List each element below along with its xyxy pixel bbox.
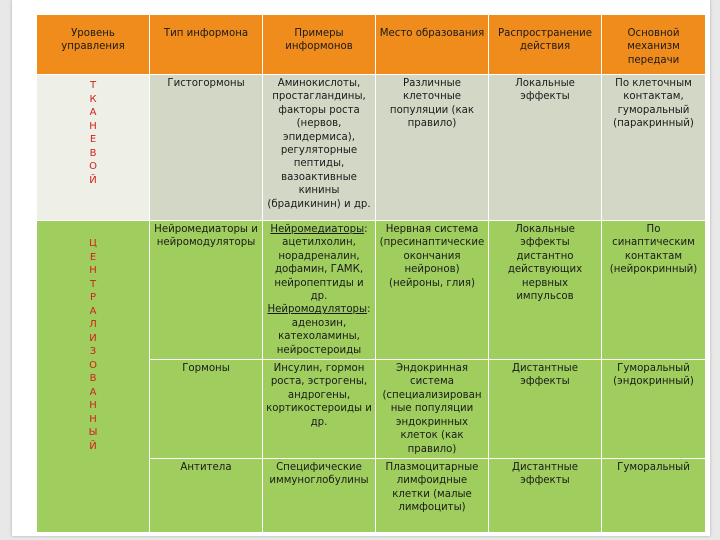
level-tissue-letters: Т К А Н Е В О Й: [89, 80, 97, 186]
row3-type: Гормоны: [150, 360, 263, 459]
table-header-row: [37, 15, 706, 75]
row2-mechanism: По синаптическим контактам (нейрокринный): [602, 221, 706, 360]
row3-origin: Эндокринная система (специализирован ные популяции эндокринных клеток (как правило): [376, 360, 489, 459]
row4-mechanism: Гуморальный: [602, 458, 706, 532]
row3-spread: Дистантные эффекты: [489, 360, 602, 459]
row3-examples: Инсулин, гормон роста, эстрогены, андрогены, кортикостероиды и др.: [263, 360, 376, 459]
row2-examples: [263, 221, 376, 360]
level-central-cell: [37, 221, 150, 533]
row1-examples: Аминокислоты, простагландины, факторы роста (нервов, эпидермиса), регуляторные пептиды, вазоактивные кинины (брадикинин) и др.: [263, 75, 376, 221]
table-row: [37, 221, 706, 360]
row4-origin: Плазмоцитарные лимфоидные клетки (малые лимфоциты): [376, 458, 489, 532]
level-central-letters: Ц Е Н Т Р А Л И З О В А Н Н Ы Й: [88, 238, 98, 452]
row1-type: Гистогормоны: [150, 75, 263, 221]
row4-examples: Специфические иммуноглобулины: [263, 458, 376, 532]
row2-type: Нейромедиаторы и нейромодуляторы: [150, 221, 263, 360]
row2-origin: Нервная система (пресинаптические окончания нейронов) (нейроны, глия): [376, 221, 489, 360]
row4-type: Антитела: [150, 458, 263, 532]
row1-origin: Различные клеточные популяции (как правило): [376, 75, 489, 221]
level-tissue-cell: [37, 75, 150, 221]
row2-spread: Локальные эффекты дистантно действующих нервных импульсов: [489, 221, 602, 360]
header-spread: Распространение действия: [489, 15, 602, 75]
slide-frame: [12, 0, 710, 536]
row4-spread: Дистантные эффекты: [489, 458, 602, 532]
examples-neurotransmitters-heading: Нейромедиаторы: [270, 224, 365, 235]
table-row: [37, 75, 706, 221]
header-origin: Место образования: [376, 15, 489, 75]
row1-spread: Локальные эффекты: [489, 75, 602, 221]
header-examples: Примеры информонов: [263, 15, 376, 75]
informon-table: [36, 14, 706, 533]
examples-neuromodulators-list: : аденозин, катехоламины, нейростероиды: [276, 304, 371, 356]
row1-mechanism: По клеточным контактам, гуморальный (паракринный): [602, 75, 706, 221]
header-type: Тип информона: [150, 15, 263, 75]
header-level: Уровень управления: [37, 15, 150, 75]
header-mechanism: Основной механизм передачи: [602, 15, 706, 75]
row3-mechanism: Гуморальный (эндокринный): [602, 360, 706, 459]
examples-neurotransmitters-list: : ацетилхолин, норадреналин, дофамин, ГАМК, нейропептиды и др.: [274, 224, 368, 303]
examples-neuromodulators-heading: Нейромодуляторы: [267, 304, 368, 316]
